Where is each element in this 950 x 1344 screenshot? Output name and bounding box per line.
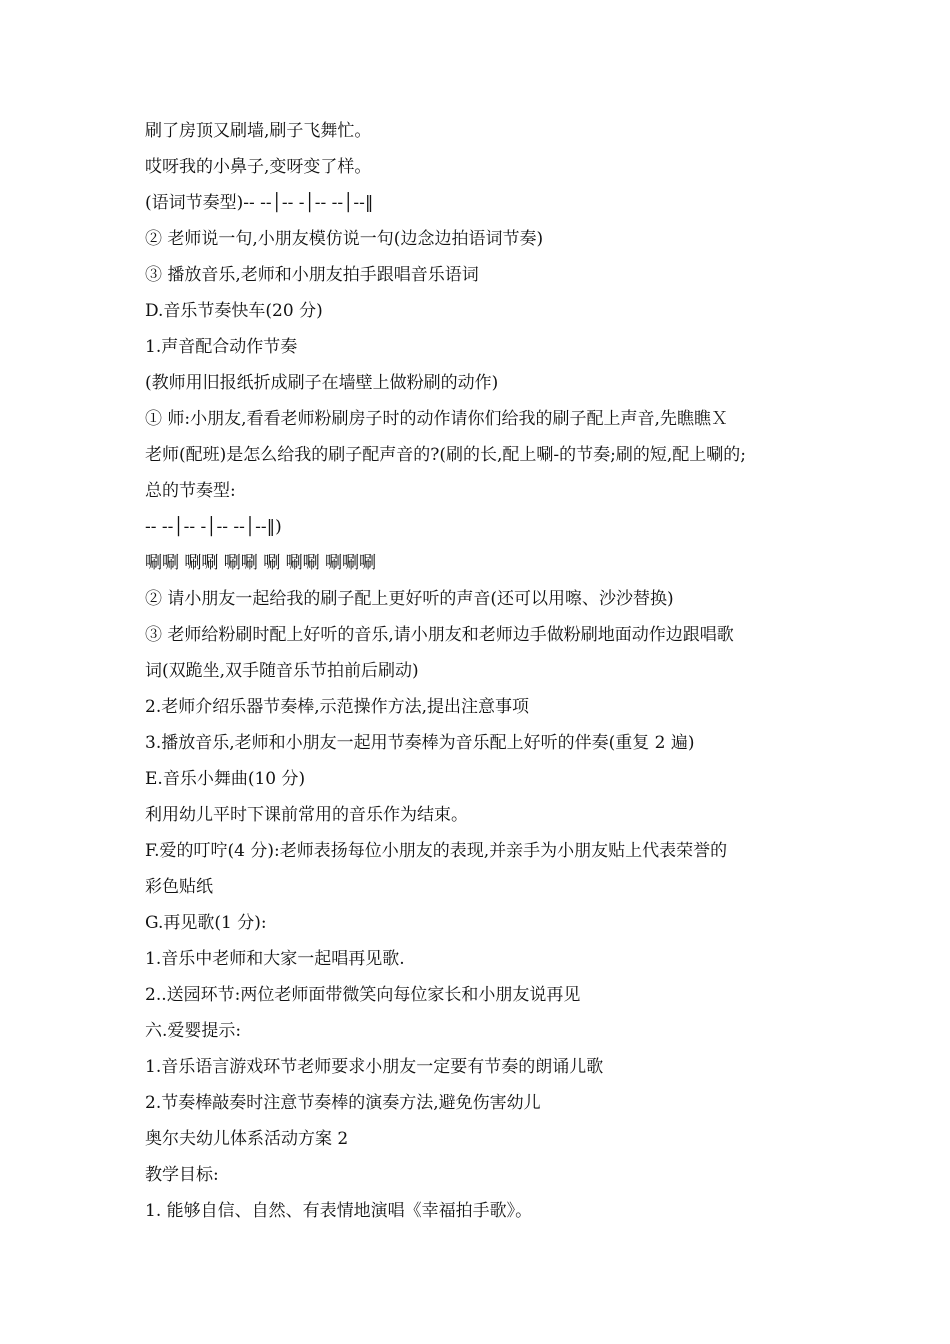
text-line: ③ 老师给粉刷时配上好听的音乐,请小朋友和老师边手做粉刷地面动作边跟唱歌 — [145, 625, 734, 645]
text-line: 哎呀我的小鼻子,变呀变了样。 — [145, 157, 372, 177]
text-line: (教师用旧报纸折成刷子在墙壁上做粉刷的动作) — [145, 373, 499, 393]
text-line: (语词节奏型)-- --│-- -│-- --│--‖ — [145, 193, 374, 213]
text-line: ③ 播放音乐,老师和小朋友拍手跟唱音乐语词 — [145, 265, 479, 285]
text-line: 1. 能够自信、自然、有表情地演唱《幸福拍手歌》。 — [145, 1201, 533, 1221]
text-line: 彩色贴纸 — [145, 877, 213, 897]
text-line: G.再见歌(1 分): — [145, 913, 267, 933]
text-line: 2.节奏棒敲奏时注意节奏棒的演奏方法,避免伤害幼儿 — [145, 1093, 541, 1113]
text-line: 3.播放音乐,老师和小朋友一起用节奏棒为音乐配上好听的伴奏(重复 2 遍) — [145, 733, 695, 753]
document-page — [145, 113, 825, 1229]
text-line: 2.老师介绍乐器节奏棒,示范操作方法,提出注意事项 — [145, 697, 530, 717]
text-line: 1.音乐中老师和大家一起唱再见歌. — [145, 949, 405, 969]
text-line: 刷了房顶又刷墙,刷子飞舞忙。 — [145, 121, 372, 141]
text-line: F.爱的叮咛(4 分):老师表扬每位小朋友的表现,并亲手为小朋友贴上代表荣誉的 — [145, 841, 728, 861]
text-line: D.音乐节奏快车(20 分) — [145, 301, 323, 321]
text-line: 唰唰 唰唰 唰唰 唰 唰唰 唰唰唰 — [145, 553, 377, 573]
text-line: 词(双跪坐,双手随音乐节拍前后刷动) — [145, 661, 419, 681]
text-line: 六.爱婴提示: — [145, 1021, 242, 1041]
text-line: ② 老师说一句,小朋友模仿说一句(边念边拍语词节奏) — [145, 229, 544, 249]
text-line: 奥尔夫幼儿体系活动方案 2 — [145, 1129, 349, 1149]
text-line: E.音乐小舞曲(10 分) — [145, 769, 306, 789]
text-line: ② 请小朋友一起给我的刷子配上更好听的声音(还可以用嚓、沙沙替换) — [145, 589, 674, 609]
text-line: 利用幼儿平时下课前常用的音乐作为结束。 — [145, 805, 468, 825]
text-line: 1.音乐语言游戏环节老师要求小朋友一定要有节奏的朗诵儿歌 — [145, 1057, 604, 1077]
text-line: 2..送园环节:两位老师面带微笑向每位家长和小朋友说再见 — [145, 985, 581, 1005]
text-line: 总的节奏型: — [145, 481, 236, 501]
text-line: -- --│-- -│-- --│--‖) — [145, 517, 282, 537]
text-line: 教学目标: — [145, 1165, 219, 1185]
text-line: 1.声音配合动作节奏 — [145, 337, 298, 357]
text-line: 老师(配班)是怎么给我的刷子配声音的?(刷的长,配上唰-的节奏;刷的短,配上唰的; — [145, 445, 747, 465]
text-line: ① 师:小朋友,看看老师粉刷房子时的动作请你们给我的刷子配上声音,先瞧瞧Ｘ — [145, 409, 728, 429]
